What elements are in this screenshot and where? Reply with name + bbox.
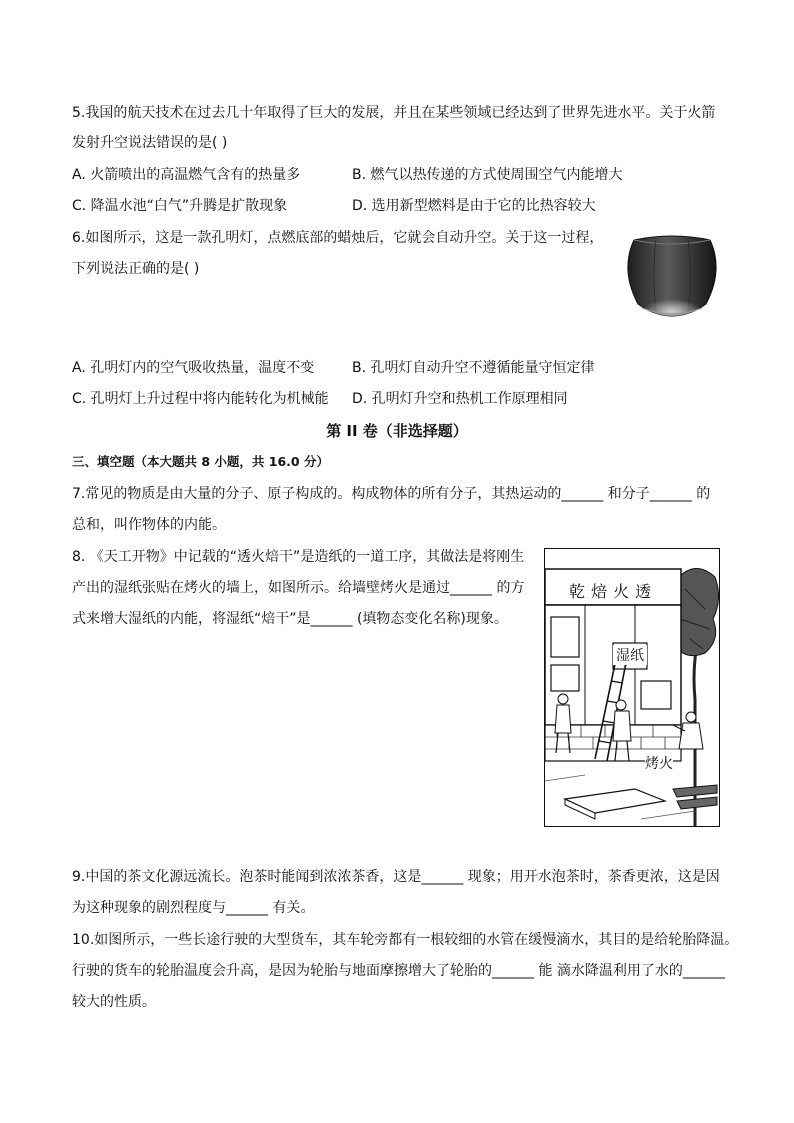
q5-option-d: D. 选用新型燃料是由于它的比热容较大 — [352, 198, 596, 214]
q5-option-a: A. 火箭喷出的高温燃气含有的热量多 — [72, 167, 301, 183]
q10-line2: 行驶的货车的轮胎温度会升高，是因为轮胎与地面摩擦增大了轮胎的______ 能 滴水降温利用了水的______ — [72, 963, 725, 979]
paper-drying-illustration — [544, 548, 720, 827]
q5-option-b: B. 燃气以热传递的方式使周围空气内能增大 — [352, 167, 623, 183]
q5-option-c: C. 降温水池“白气”升腾是扩散现象 — [72, 198, 288, 214]
q7-line1: 7.常见的物质是由大量的分子、原子构成的。构成物体的所有分子，其热运动的______ 和分子______ 的 — [72, 486, 711, 502]
figure-title: 乾焙火透 — [568, 582, 657, 601]
q6-option-a: A. 孔明灯内的空气吸收热量，温度不变 — [72, 360, 315, 376]
q6-stem-line2: 下列说法正确的是( ) — [72, 261, 200, 277]
q6-option-d: D. 孔明灯升空和热机工作原理相同 — [352, 391, 568, 407]
section-heading: 三、填空题（本大题共 8 小题，共 16.0 分） — [72, 454, 329, 469]
q10-line3: 较大的性质。 — [72, 994, 156, 1010]
label-wet-paper: 湿纸 — [613, 645, 647, 665]
q5-stem-line1: 5.我国的航天技术在过去几十年取得了巨大的发展，并且在某些领域已经达到了世界先进水平。关于火箭 — [72, 105, 716, 121]
q8-line1: 8. 《天工开物》中记载的“透火焙干”是造纸的一道工序，其做法是将刚生 — [72, 549, 525, 565]
q10-line1: 10.如图所示，一些长途行驶的大型货车，其车轮旁都有一根较细的水管在缓慢滴水，其目的是给轮胎降温。 — [72, 932, 739, 948]
q6-option-c: C. 孔明灯上升过程中将内能转化为机械能 — [72, 391, 329, 407]
q7-line2: 总和，叫作物体的内能。 — [72, 517, 226, 533]
q9-line2: 为这种现象的剧烈程度与______ 有关。 — [72, 900, 315, 916]
label-fire: 烤火 — [645, 753, 673, 773]
q6-stem-line1: 6.如图所示，这是一款孔明灯，点燃底部的蜡烛后，它就会自动升空。关于这一过程， — [72, 230, 604, 246]
section-title: 第 II 卷（非选择题） — [326, 422, 468, 440]
q8-line2: 产出的湿纸张贴在烤火的墙上，如图所示。给墙壁烤火是通过______ 的方 — [72, 580, 525, 596]
q8-line3: 式来增大湿纸的内能，将湿纸“焙干”是______ (填物态变化名称)现象。 — [72, 611, 508, 627]
q9-line1: 9.中国的茶文化源远流长。泡茶时能闻到浓浓茶香，这是______ 现象；用开水泡茶时，茶香更浓，这是因 — [72, 869, 720, 885]
q5-stem-line2: 发射升空说法错误的是( ) — [72, 135, 228, 151]
q6-option-b: B. 孔明灯自动升空不遵循能量守恒定律 — [352, 360, 595, 376]
sky-lantern-illustration — [620, 234, 724, 320]
